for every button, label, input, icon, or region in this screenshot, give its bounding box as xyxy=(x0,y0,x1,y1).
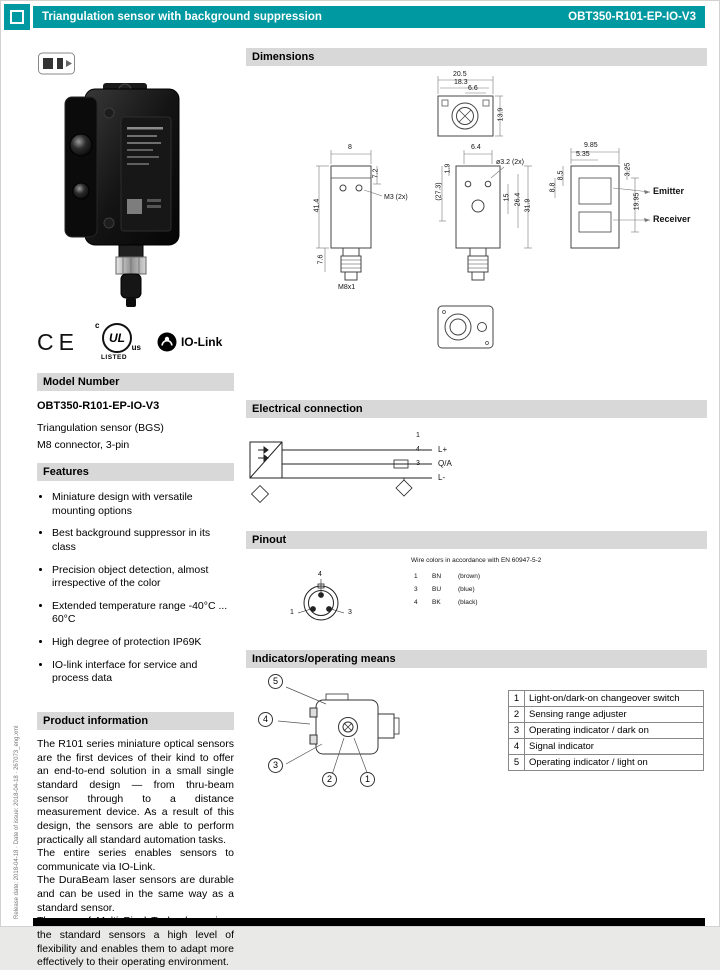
dimensions-figure-svg xyxy=(246,66,707,400)
features-list xyxy=(37,491,234,686)
dim-label: 7.2 xyxy=(372,168,380,179)
dim-label: M8x1 xyxy=(338,284,356,291)
connector-pin-right: 3 xyxy=(348,609,352,616)
left-column xyxy=(37,49,234,970)
right-column xyxy=(246,48,707,808)
callout-4: 4 xyxy=(258,712,273,727)
model-desc-1: Triangulation sensor (BGS) xyxy=(37,422,164,434)
part-number: OBT350-R101-EP-IO-V3 xyxy=(568,11,696,23)
callout-2: 2 xyxy=(322,772,337,787)
dim-label: 6.4 xyxy=(471,144,481,151)
dim-label: 13.9 xyxy=(497,107,505,122)
dim-label: 8.8 xyxy=(549,182,557,193)
elec-pin: 4 xyxy=(416,446,420,453)
elec-pin: 3 xyxy=(416,460,420,467)
dim-label: 18.3 xyxy=(454,79,468,86)
model-number-value: OBT350-R101-EP-IO-V3 xyxy=(37,400,160,412)
product-information-text xyxy=(37,738,234,970)
electrical-diagram xyxy=(246,418,707,531)
ul-listed-mark: c UL us LISTED xyxy=(94,321,141,361)
model-desc-2: M8 connector, 3-pin xyxy=(37,439,130,451)
wire-colors-note: Wire colors in accordance with EN 60947-5-2 xyxy=(411,557,542,564)
pinout-row: 4 BK (black) xyxy=(414,599,478,606)
io-link-icon xyxy=(157,332,177,352)
dim-label: 8.5 xyxy=(557,170,565,181)
section-electrical: Electrical connection xyxy=(246,400,707,418)
elec-label: L+ xyxy=(438,445,448,454)
indicators-table xyxy=(508,690,704,771)
elec-label: L- xyxy=(438,473,446,482)
dim-label: 7.6 xyxy=(317,254,325,265)
sensor-pictogram-icon xyxy=(37,49,234,79)
pinout-connector-svg xyxy=(276,563,396,643)
elec-label: Q/A xyxy=(438,459,452,468)
dim-label: 1.9 xyxy=(444,163,452,174)
indicators-row: 2 Sensing range adjuster xyxy=(509,707,703,723)
indicators-diagram xyxy=(246,668,707,808)
pi-paragraph: The R101 series miniature optical sensors are the first devices of their kind to offer an end-to-end solution in a small single standard design — from thru-beam sensor through to a distance measurement device. As a result of this design, the sensors are able to perform practically all standard automation tasks. xyxy=(37,738,234,846)
section-pinout: Pinout xyxy=(246,531,707,549)
dim-label: 6.6 xyxy=(468,85,478,92)
section-model-number: Model Number xyxy=(37,373,234,391)
dim-label: 8 xyxy=(348,144,352,151)
dim-label: 15 xyxy=(503,193,511,202)
dimensions-drawing xyxy=(246,66,707,400)
feature-item: • High degree of protection IP69K xyxy=(52,636,234,650)
indicators-figure-svg xyxy=(256,672,456,797)
callout-1: 1 xyxy=(360,772,375,787)
dim-label: 26.4 xyxy=(514,192,522,207)
section-indicators: Indicators/operating means xyxy=(246,650,707,668)
indicators-row: 3 Operating indicator / dark on xyxy=(509,723,703,739)
dim-label: 31.9 xyxy=(524,198,532,213)
dim-label: 5.35 xyxy=(576,151,590,158)
dim-label: 19.95 xyxy=(633,192,641,211)
certifications xyxy=(37,319,234,365)
emitter-label: Emitter xyxy=(653,186,685,196)
dim-label: 3.25 xyxy=(624,162,632,177)
pinout-row: 3 BU (blue) xyxy=(414,586,475,593)
section-product-information: Product information xyxy=(37,712,234,730)
callout-5: 5 xyxy=(268,674,283,689)
electrical-figure-svg xyxy=(246,430,546,520)
io-link-logo: IO-Link xyxy=(157,332,222,352)
pi-paragraph: the standard sensors a high level of flexibility and enables them to adapt more effectively to their operating environment. xyxy=(37,929,234,969)
dim-label: (27.3) xyxy=(435,182,443,201)
feature-item: • Miniature design with versatile mounting options xyxy=(52,491,234,518)
indicators-row: 4 Signal indicator xyxy=(509,739,703,755)
pinout-diagram xyxy=(246,549,707,650)
brand-logo xyxy=(4,4,30,30)
dim-label: 9.85 xyxy=(584,142,598,149)
indicators-row: 5 Operating indicator / light on xyxy=(509,755,703,771)
release-note: Release date: 2018-04-18 · Date of issue: 2018-04-18 · 267073_eng.xml xyxy=(14,725,20,919)
page-title: Triangulation sensor with background suppression xyxy=(42,11,322,23)
pinout-row: 1 BN (brown) xyxy=(414,573,481,580)
ce-mark: CE xyxy=(37,328,79,355)
pi-paragraph: The entire series enables sensors to communicate via IO-Link. xyxy=(37,847,234,873)
pi-paragraph: The DuraBeam laser sensors are durable and can be used in the same way as a standard sensor. xyxy=(37,874,234,914)
callout-3: 3 xyxy=(268,758,283,773)
page-header xyxy=(33,6,705,28)
connector-pin-top: 4 xyxy=(318,571,322,578)
elec-pin: 1 xyxy=(416,432,420,439)
feature-item: • IO-link interface for service and process data xyxy=(52,659,234,686)
receiver-label: Receiver xyxy=(653,214,691,224)
feature-item: • Precision object detection, almost irrespective of the color xyxy=(52,564,234,591)
product-photo xyxy=(47,83,234,311)
feature-item: • Extended temperature range -40°C ... 60°C xyxy=(52,600,234,627)
pinout-table xyxy=(414,573,508,612)
dim-label: 41.4 xyxy=(313,198,321,213)
dim-label: M3 (2x) xyxy=(384,194,408,201)
feature-item: • Best background suppressor in its class xyxy=(52,527,234,554)
footer-bar xyxy=(33,918,705,926)
section-features: Features xyxy=(37,463,234,481)
connector-pin-left: 1 xyxy=(290,609,294,616)
dim-label: ø3.2 (2x) xyxy=(496,159,525,166)
indicators-row: 1 Light-on/dark-on changeover switch xyxy=(509,691,703,707)
section-dimensions: Dimensions xyxy=(246,48,707,66)
dim-label: 20.5 xyxy=(453,71,467,78)
